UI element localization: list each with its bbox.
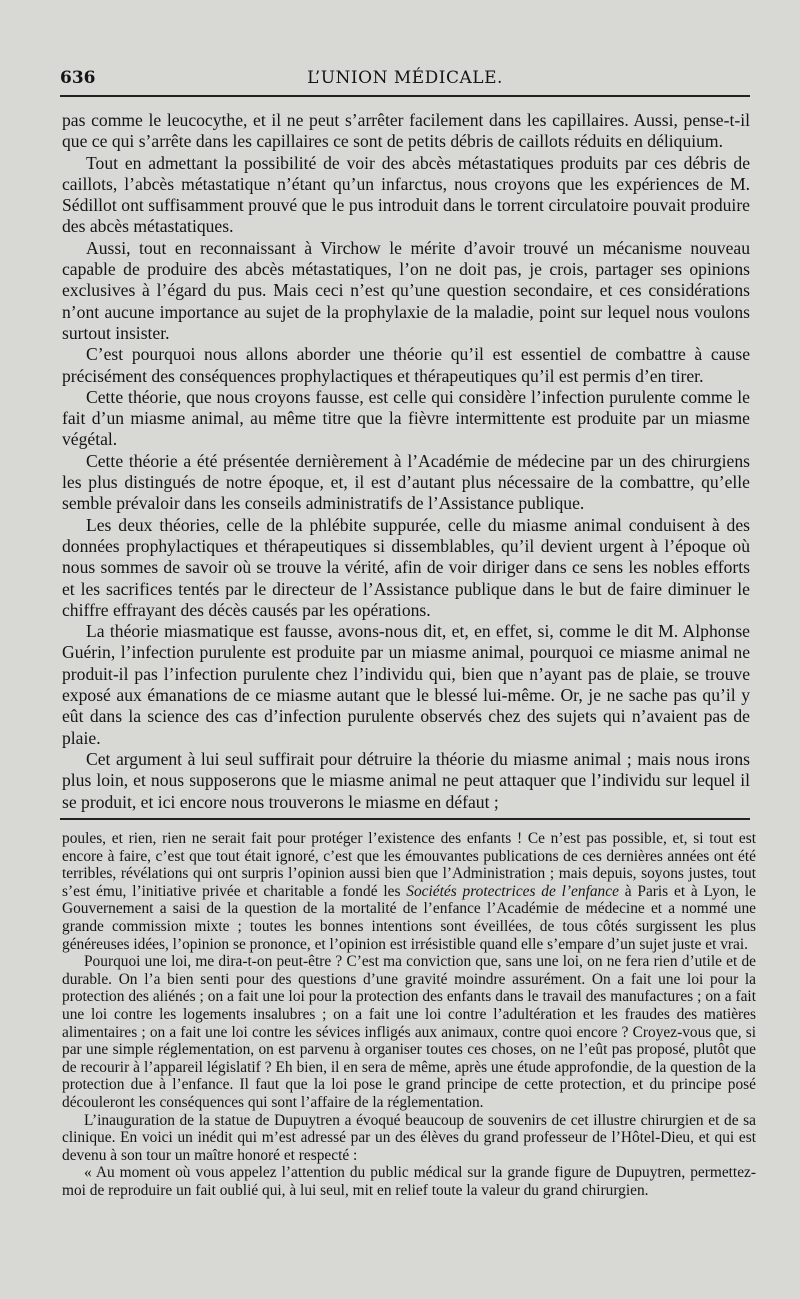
page-header: [60, 68, 750, 90]
paragraph: La théorie miasmatique est fausse, avons-nous dit, et, en effet, si, comme le dit M. Alphonse Guérin, l’infection purulente est produite par un miasme animal, pourquoi ce miasme animal ne produit-il pas l’infection purulente chez l’individu qui, bien que n’ayant pas de plaie, se trouve exposé aux émanations de ce miasme autant que le blessé lui-même. Or, je ne sache pas qu’il y eût dans la science des cas d’infection purulente observés chez des sujets qui n’avaient pas de plaie.: [62, 621, 750, 748]
feuilleton-text: [62, 830, 756, 1199]
note-paragraph: [62, 830, 756, 953]
paragraph: Cette théorie a été présentée dernièrement à l’Académie de médecine par un des chirurgiens les plus distingués de notre époque, et, il est d’autant plus nécessaire de la combattre, qu’elle semble prévaloir dans les conseils administratifs de l’Assistance publique.: [62, 450, 750, 514]
paragraph: Tout en admettant la possibilité de voir des abcès métastatiques produits par ces débris de caillots, l’abcès métastatique n’étant qu’un infarctus, nous croyons que les expériences de M. Sédillot ont suffisamment prouvé que le pus introduit dans le torrent circulatoire pouvait produire des abcès métastatiques.: [62, 152, 750, 237]
footnote-rule: [60, 818, 750, 820]
paragraph: Les deux théories, celle de la phlébite suppurée, celle du miasme animal conduisent à des données prophylactiques et thérapeutiques si dissemblables, qu’il devient urgent à l’époque où nous sommes de savoir où se trouve la vérité, afin de voir diriger dans ce sens les nobles efforts et les sacrifices tentés par le directeur de l’Assistance publique dans le but de faire diminuer le chiffre effrayant des décès causés par les opérations.: [62, 514, 750, 620]
paragraph: Cette théorie, que nous croyons fausse, est celle qui considère l’infection purulente comme le fait d’un miasme animal, au même titre que la fièvre intermittente est produite par un miasme végétal.: [62, 386, 750, 450]
header-rule: [60, 95, 750, 97]
note-paragraph: « Au moment où vous appelez l’attention du public médical sur la grande figure de Dupuytren, permettez-moi de reproduire un fait oublié qui, à lui seul, mit en relief toute la valeur du grand chirurgien.: [62, 1164, 756, 1199]
paragraph: pas comme le leucocythe, et il ne peut s’arrêter facilement dans les capillaires. Aussi, pense-t-il que ce qui s’arrête dans les capillaires ce sont de petits débris de caillots réduits en déliquium.: [62, 110, 750, 152]
note-paragraph: L’inauguration de la statue de Dupuytren a évoqué beaucoup de souvenirs de cet illustre chirurgien et de sa clinique. En voici un inédit qui m’est adressé par un des élèves du grand professeur de l’Hôtel-Dieu, et qui est devenu à son tour un maître honoré et respecté :: [62, 1111, 756, 1164]
note-text: à Paris et à Lyon, le Gouvernement a saisi de la question de la mortalité de l’enfance l’Académie de médecine et a nommé une grande commission mixte ; toutes les bonnes intentions sont éveillées, de tous côtés surgissent les plus généreuses idées, l’opinion se prononce, et l’opinion est irrésistible quand elle s’empare d’un sujet juste et vrai.: [62, 882, 756, 953]
main-text: [62, 110, 750, 813]
paragraph: Aussi, tout en reconnaissant à Virchow le mérite d’avoir trouvé un mécanisme nouveau capable de produire des abcès métastatiques, l’on ne doit pas, je crois, partager ses opinions exclusives à l’égard du pus. Mais ceci n’est qu’une question secondaire, et ces considérations n’ont aucune importance au sujet de la prophylaxie de la maladie, point sur lequel nous voulons surtout insister.: [62, 237, 750, 343]
paragraph: C’est pourquoi nous allons aborder une théorie qu’il est essentiel de combattre à cause précisément des conséquences prophylactiques et thérapeutiques qu’il est permis d’en tirer.: [62, 344, 750, 386]
running-head: L’UNION MÉDICALE.: [307, 68, 503, 88]
note-paragraph: Pourquoi une loi, me dira-t-on peut-être ? C’est ma conviction que, sans une loi, on ne fera rien d’utile et de durable. On l’a bien senti pour des questions d’une gravité moindre assurément. On a fait une loi pour la protection des aliénés ; on a fait une loi pour la protection des enfants dans le travail des manufactures ; on a fait une loi contre les logements insalubres ; on a fait une loi contre l’adultération et les fraudes des matières alimentaires ; on a fait une loi contre les sévices infligés aux animaux, contre quoi encore ? Croyez-vous que, si par une simple réglementation, on est parvenu à organiser toutes ces choses, on ne l’eût pas proposé, plutôt que de recourir à l’appareil législatif ? Eh bien, il en sera de même, après une étude approfondie, de la question de la protection due à l’enfance. Il faut que la loi pose le grand principe de cette protection, et du principe posé découleront les conséquences qui sont l’affaire de la réglementation.: [62, 953, 756, 1111]
note-italic-title: Sociétés protectrices de l’enfance: [406, 882, 619, 900]
note-text: poules, et rien, rien ne serait fait pour protéger l’existence des enfants ! Ce n’est pas possible, et, si tout est encore à faire, c’est que tout était ignoré, c’est que les émouvantes publications de ces dernières années ont été terribles, révélations qui ont surpris l’opinion aussi bien que l’Administration ; mais depuis, soyons justes, tout s’est ému, l’initiative privée et charitable a fondé les: [62, 830, 756, 900]
page-number: 636: [60, 68, 96, 88]
paragraph: Cet argument à lui seul suffirait pour détruire la théorie du miasme animal ; mais nous irons plus loin, et nous supposerons que le miasme animal ne peut attaquer que l’individu sur lequel il se produit, et ici encore nous trouverons le miasme en défaut ;: [62, 748, 750, 812]
